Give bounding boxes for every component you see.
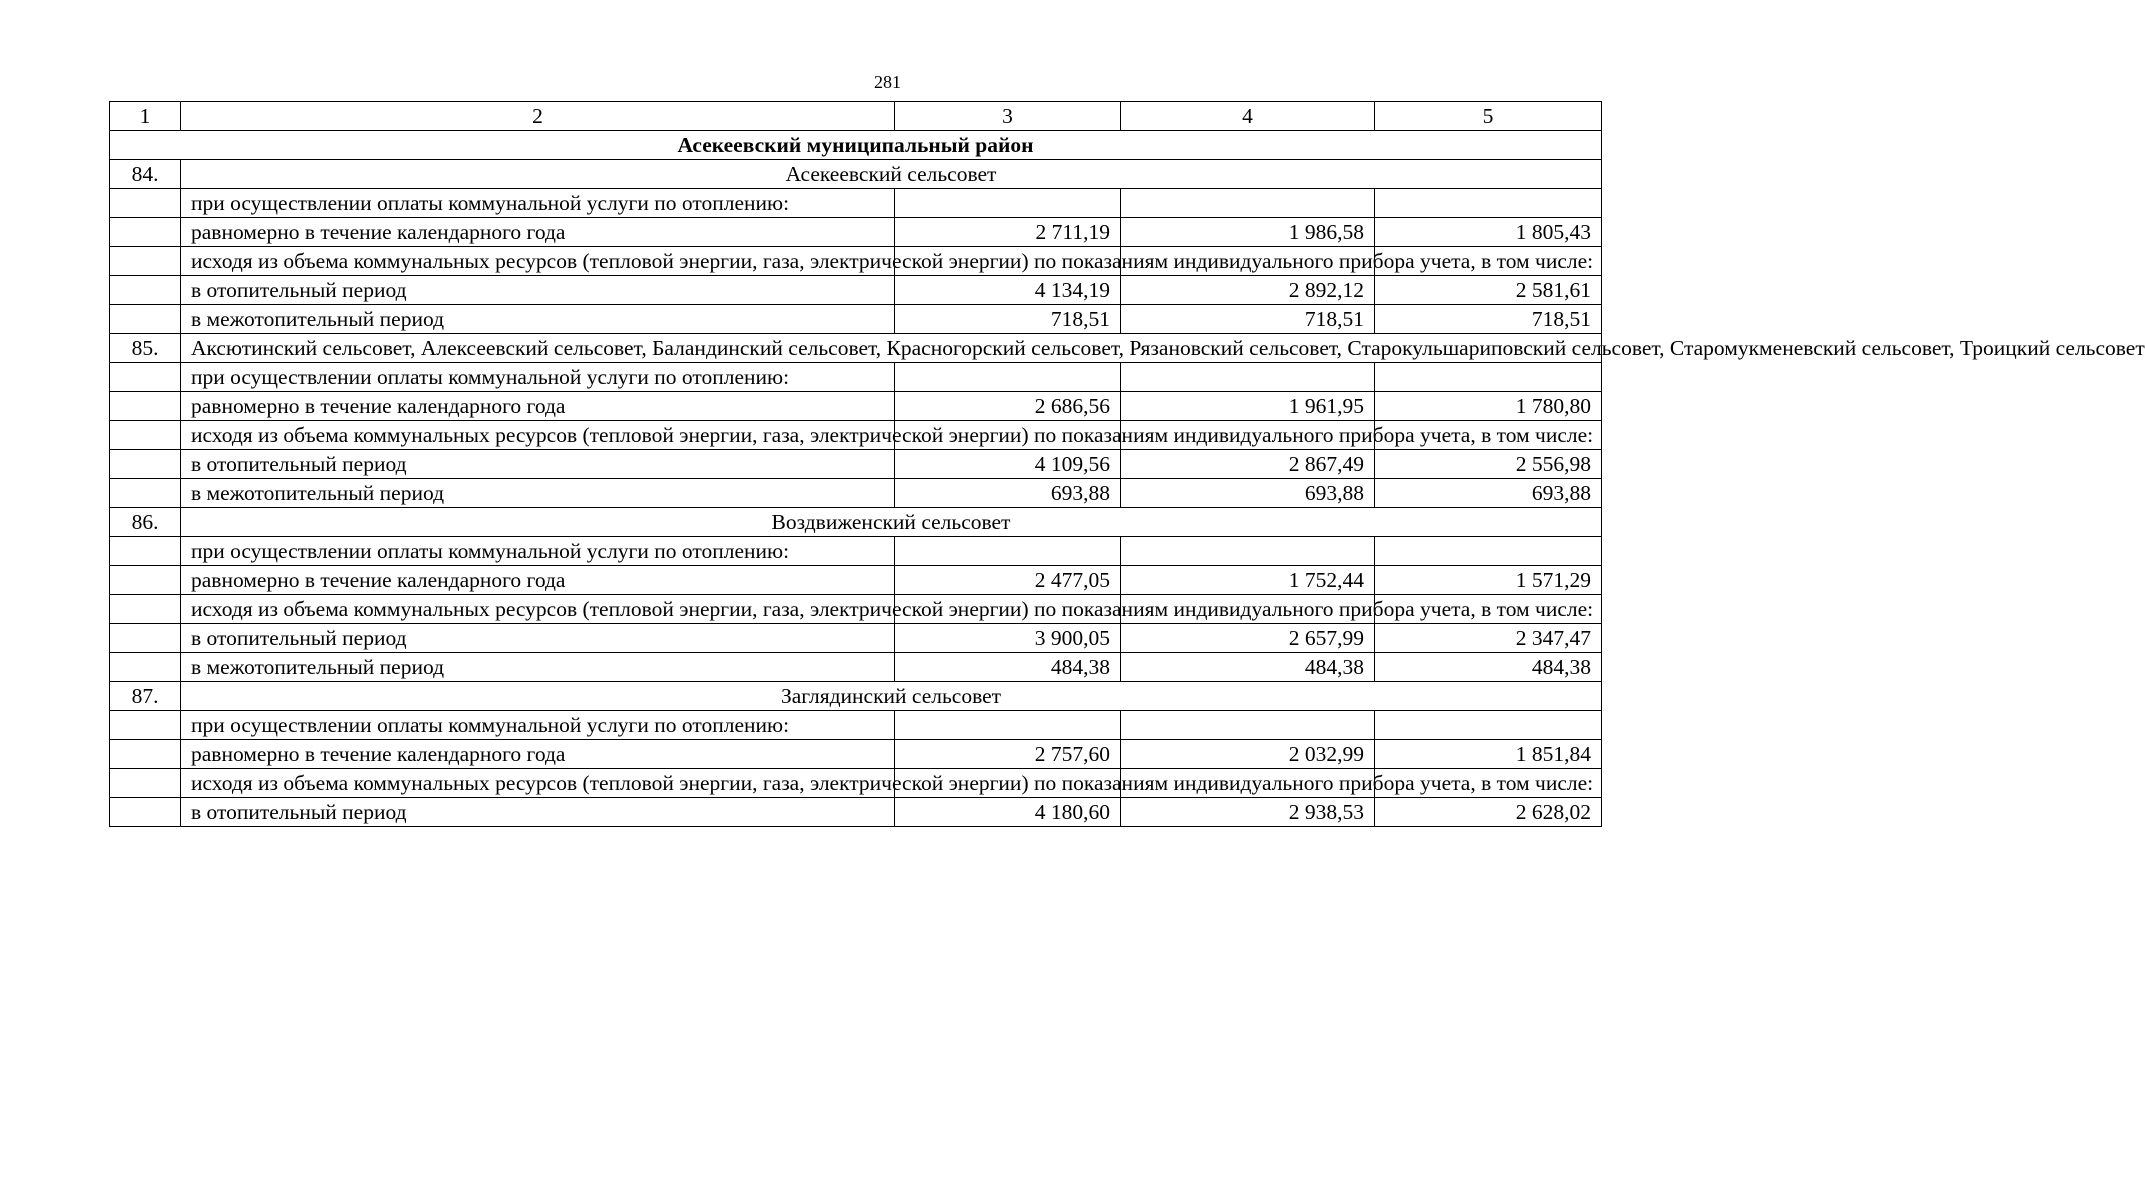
row-number-cell: [110, 798, 181, 827]
value-col3: 2 757,60: [895, 740, 1121, 769]
value-col5: 1 780,80: [1375, 392, 1602, 421]
value-col3: 693,88: [895, 479, 1121, 508]
section-header-row: [110, 682, 1602, 711]
value-col5: 2 347,47: [1375, 624, 1602, 653]
value-col4: 2 867,49: [1121, 450, 1375, 479]
row-number-cell: [110, 653, 181, 682]
row-number-cell: [110, 363, 181, 392]
row-number-cell: [110, 276, 181, 305]
section-number: 84.: [110, 160, 181, 189]
table-row: [110, 363, 1602, 392]
section-header-row: [110, 160, 1602, 189]
table-row: [110, 537, 1602, 566]
column-number: 5: [1375, 102, 1602, 131]
table-row: [110, 624, 1602, 653]
row-label: исходя из объема коммунальных ресурсов (тепловой энергии, газа, электрической энергии) по показаниям индивидуального прибора учета, в том числе:: [181, 247, 895, 276]
value-col5: 2 556,98: [1375, 450, 1602, 479]
value-col4: 718,51: [1121, 305, 1375, 334]
table-row: [110, 653, 1602, 682]
value-col4: 1 961,95: [1121, 392, 1375, 421]
value-col3: [895, 537, 1121, 566]
value-col3: 2 477,05: [895, 566, 1121, 595]
table-row: [110, 421, 1602, 450]
section-header-row: [110, 334, 1602, 363]
table-row: [110, 392, 1602, 421]
section-title: Аксютинский сельсовет, Алексеевский сельсовет, Баландинский сельсовет, Красногорский сельсовет, Рязановский сельсовет, Старокульшариповский сельсовет, Старомукменевский сельсовет, Троицкий сельсовет: [181, 334, 1602, 363]
value-col3: 4 180,60: [895, 798, 1121, 827]
row-label: равномерно в течение календарного года: [181, 218, 895, 247]
value-col5: 693,88: [1375, 479, 1602, 508]
tariff-table-body: [110, 102, 2145, 827]
value-col3: 2 686,56: [895, 392, 1121, 421]
row-number-cell: [110, 711, 181, 740]
value-col3: [895, 189, 1121, 218]
value-col4: 484,38: [1121, 653, 1375, 682]
table-row: [110, 711, 1602, 740]
value-col5: 484,38: [1375, 653, 1602, 682]
table-row: [110, 595, 1602, 624]
value-col5: 2 628,02: [1375, 798, 1602, 827]
table-row: [110, 479, 1602, 508]
table-row: [110, 218, 1602, 247]
row-label: в межотопительный период: [181, 305, 895, 334]
row-label: равномерно в течение календарного года: [181, 740, 895, 769]
value-col4: [1121, 711, 1375, 740]
table-row: [110, 189, 1602, 218]
value-col4: 1 752,44: [1121, 566, 1375, 595]
value-col3: 3 900,05: [895, 624, 1121, 653]
section-number: 86.: [110, 508, 181, 537]
row-number-cell: [110, 595, 181, 624]
section-number: 87.: [110, 682, 181, 711]
section-title: Асекеевский сельсовет: [181, 160, 1602, 189]
row-label: равномерно в течение календарного года: [181, 566, 895, 595]
row-label: в межотопительный период: [181, 479, 895, 508]
row-label: равномерно в течение календарного года: [181, 392, 895, 421]
section-title: Заглядинский сельсовет: [181, 682, 1602, 711]
value-col4: [1121, 189, 1375, 218]
table-row: [110, 769, 1602, 798]
table-row: [110, 566, 1602, 595]
value-col3: 718,51: [895, 305, 1121, 334]
tariff-table: [109, 101, 2145, 827]
row-label: исходя из объема коммунальных ресурсов (тепловой энергии, газа, электрической энергии) по показаниям индивидуального прибора учета, в том числе:: [181, 421, 895, 450]
row-number-cell: [110, 189, 181, 218]
row-label: при осуществлении оплаты коммунальной услуги по отоплению:: [181, 711, 895, 740]
row-number-cell: [110, 479, 181, 508]
value-col4: [1121, 537, 1375, 566]
row-number-cell: [110, 421, 181, 450]
value-col3: 484,38: [895, 653, 1121, 682]
row-label: в отопительный период: [181, 450, 895, 479]
row-number-cell: [110, 740, 181, 769]
row-label: в отопительный период: [181, 624, 895, 653]
column-number: 4: [1121, 102, 1375, 131]
value-col5: 1 571,29: [1375, 566, 1602, 595]
value-col4: 2 657,99: [1121, 624, 1375, 653]
section-number: 85.: [110, 334, 181, 363]
value-col3: [895, 711, 1121, 740]
page-number: 281: [874, 72, 901, 92]
section-title: Воздвиженский сельсовет: [181, 508, 1602, 537]
value-col5: 2 581,61: [1375, 276, 1602, 305]
row-label: в отопительный период: [181, 276, 895, 305]
value-col5: [1375, 363, 1602, 392]
table-row: [110, 798, 1602, 827]
column-number: 1: [110, 102, 181, 131]
value-col5: [1375, 711, 1602, 740]
table-row: [110, 276, 1602, 305]
row-label: в межотопительный период: [181, 653, 895, 682]
column-number: 3: [895, 102, 1121, 131]
row-number-cell: [110, 624, 181, 653]
table-row: [110, 450, 1602, 479]
row-number-cell: [110, 566, 181, 595]
district-title: Асекеевский муниципальный район: [110, 131, 1602, 160]
value-col4: [1121, 363, 1375, 392]
row-label: исходя из объема коммунальных ресурсов (тепловой энергии, газа, электрической энергии) по показаниям индивидуального прибора учета, в том числе:: [181, 595, 895, 624]
value-col4: 2 032,99: [1121, 740, 1375, 769]
row-number-cell: [110, 450, 181, 479]
row-label: при осуществлении оплаты коммунальной услуги по отоплению:: [181, 537, 895, 566]
table-row: [110, 305, 1602, 334]
value-col4: 2 892,12: [1121, 276, 1375, 305]
value-col3: 4 134,19: [895, 276, 1121, 305]
column-number: 2: [181, 102, 895, 131]
table-row: [110, 740, 1602, 769]
row-label: при осуществлении оплаты коммунальной услуги по отоплению:: [181, 363, 895, 392]
row-label: в отопительный период: [181, 798, 895, 827]
column-number-row: [110, 102, 1602, 131]
value-col5: 718,51: [1375, 305, 1602, 334]
row-number-cell: [110, 392, 181, 421]
row-label: при осуществлении оплаты коммунальной услуги по отоплению:: [181, 189, 895, 218]
table-row: [110, 247, 1602, 276]
value-col3: 4 109,56: [895, 450, 1121, 479]
value-col5: [1375, 537, 1602, 566]
section-header-row: [110, 508, 1602, 537]
value-col4: 1 986,58: [1121, 218, 1375, 247]
value-col5: 1 851,84: [1375, 740, 1602, 769]
row-number-cell: [110, 305, 181, 334]
district-title-row: [110, 131, 1602, 160]
row-label: исходя из объема коммунальных ресурсов (тепловой энергии, газа, электрической энергии) по показаниям индивидуального прибора учета, в том числе:: [181, 769, 895, 798]
row-number-cell: [110, 218, 181, 247]
value-col4: 2 938,53: [1121, 798, 1375, 827]
value-col4: 693,88: [1121, 479, 1375, 508]
value-col5: 1 805,43: [1375, 218, 1602, 247]
row-number-cell: [110, 247, 181, 276]
value-col3: 2 711,19: [895, 218, 1121, 247]
value-col3: [895, 363, 1121, 392]
row-number-cell: [110, 769, 181, 798]
value-col5: [1375, 189, 1602, 218]
row-number-cell: [110, 537, 181, 566]
